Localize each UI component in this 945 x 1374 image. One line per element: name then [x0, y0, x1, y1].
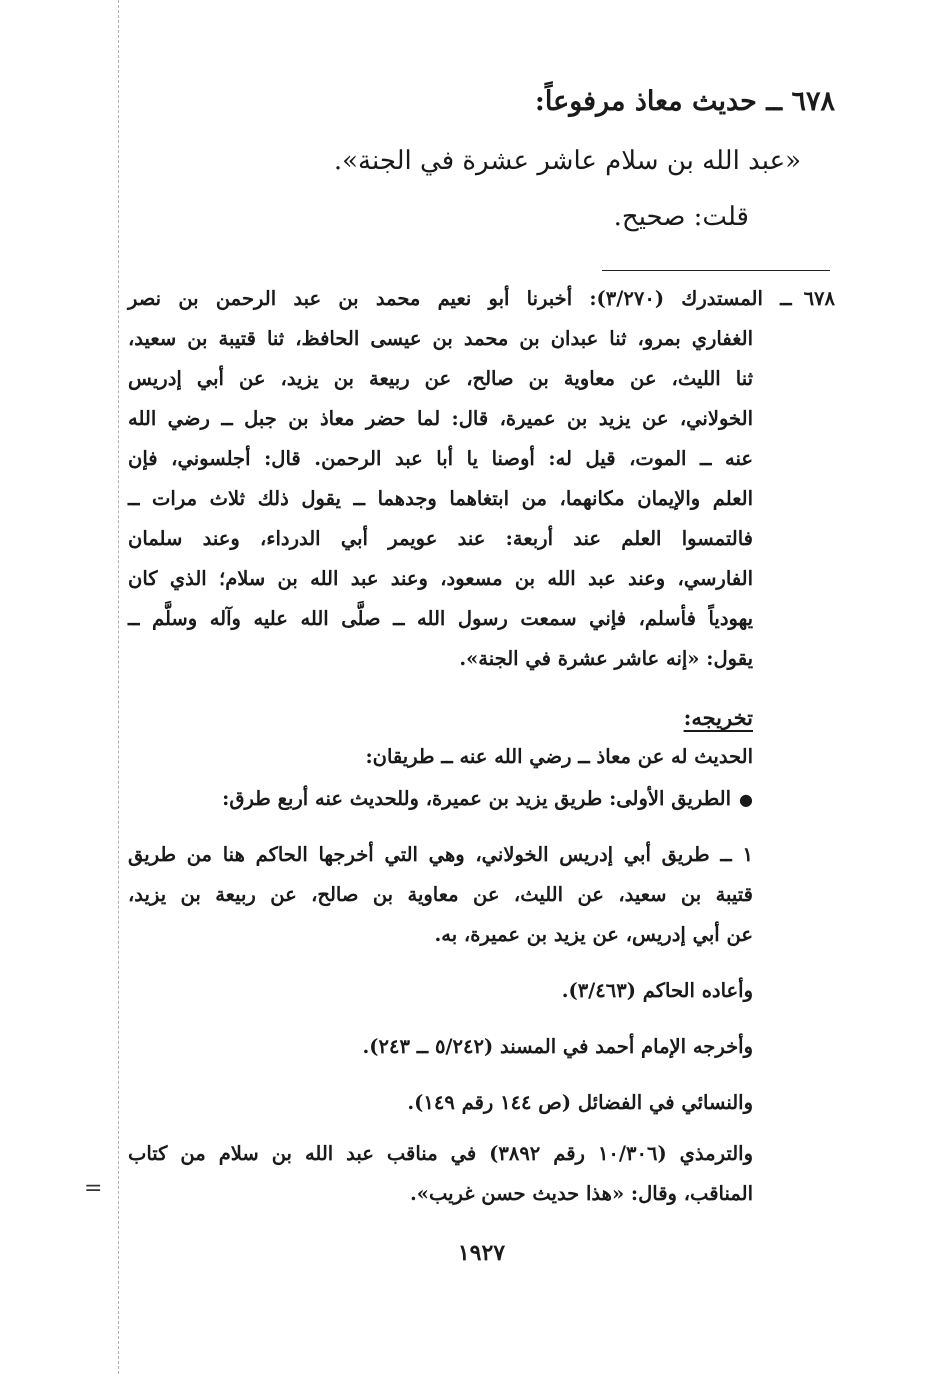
margin-continuation-mark: =	[84, 1176, 103, 1201]
footnote-line: الخولاني، عن يزيد بن عميرة، قال: لما حضر معاذ بن جبل ــ رضي الله	[128, 407, 753, 430]
first-path-line	[222, 787, 753, 810]
reference-tirmidhi: والترمذي (١٠/٣٠٦ رقم ٣٨٩٢) في مناقب عبد الله بن سلام من كتاب	[128, 1142, 753, 1165]
footnote-line: ثنا الليث، عن معاوية بن صالح، عن ربيعة بن يزيد، عن أبي إدريس	[128, 367, 753, 390]
bullet-icon: ●	[739, 790, 753, 809]
first-path-text: طريق يزيد بن عميرة، وللحديث عنه أربع طرق:	[222, 787, 603, 810]
section-divider	[602, 270, 830, 271]
footnote-line: فالتمسوا العلم عند أربعة: عند عويمر أبي الدرداء، وعند سلمان	[128, 527, 753, 550]
footnote-number: ٦٧٨	[803, 287, 835, 310]
footnote-line: يهودياً فأسلم، فإني سمعت رسول الله ــ صلَّى الله عليه وآله وسلَّم ــ	[128, 607, 753, 630]
footnote-line: الغفاري بمرو، ثنا عبدان بن محمد بن عيسى الحافظ، ثنا قتيبة بن سعيد،	[128, 327, 753, 350]
hadith-title: ــ حديث معاذ مرفوعاً:	[534, 86, 783, 117]
hadith-verdict: قلت: صحيح.	[613, 202, 749, 232]
page-number: ١٩٢٧	[457, 1240, 506, 1266]
footnote-line: عنه ــ الموت، قيل له: أوصنا يا أبا عبد الرحمن. قال: أجلسوني، فإن	[128, 447, 753, 470]
footnote-line: العلم والإيمان مكانهما، من ابتغاهما وجدهما ــ يقول ذلك ثلاث مرات ــ	[128, 487, 753, 510]
hadith-number: ٦٧٨	[791, 86, 835, 117]
path-item-line: ١ ــ طريق أبي إدريس الخولاني، وهي التي أخرجها الحاكم هنا من طريق	[128, 843, 753, 866]
book-page	[128, 0, 835, 1374]
takhrij-heading: تخريجه:	[683, 705, 753, 730]
footnote-line: الفارسي، وعند عبد الله بن مسعود، وعند عبد الله بن سلام؛ الذي كان	[128, 567, 753, 590]
hadith-heading	[535, 86, 835, 117]
reference-nasai: والنسائي في الفضائل (ص ١٤٤ رقم ١٤٩).	[407, 1091, 753, 1114]
reference-ahmad: وأخرجه الإمام أحمد في المسند (٥/٢٤٢ ــ ٢٤٣).	[362, 1035, 753, 1058]
takhrij-intro: الحديث له عن معاذ ــ رضي الله عنه ــ طريقان:	[365, 745, 753, 768]
footnote-line: ٦٧٨ــ المستدرك (٣/٢٧٠): أخبرنا أبو نعيم محمد بن عبد الرحمن بن نصر	[128, 287, 835, 310]
footnote-line: يقول: «إنه عاشر عشرة في الجنة».	[459, 647, 753, 670]
first-path-label: الطريق الأولى:	[609, 787, 732, 810]
hadith-quote: «عبد الله بن سلام عاشر عشرة في الجنة».	[333, 146, 801, 176]
path-item-line: قتيبة بن سعيد، عن الليث، عن معاوية بن صالح، عن ربيعة بن يزيد،	[128, 883, 753, 906]
path-item-line: عن أبي إدريس، عن يزيد بن عميرة، به.	[434, 923, 753, 946]
reference-tirmidhi: المناقب، وقال: «هذا حديث حسن غريب».	[409, 1182, 753, 1205]
left-margin-rule	[118, 0, 119, 1374]
reference-hakim: وأعاده الحاكم (٣/٤٦٣).	[561, 979, 753, 1002]
